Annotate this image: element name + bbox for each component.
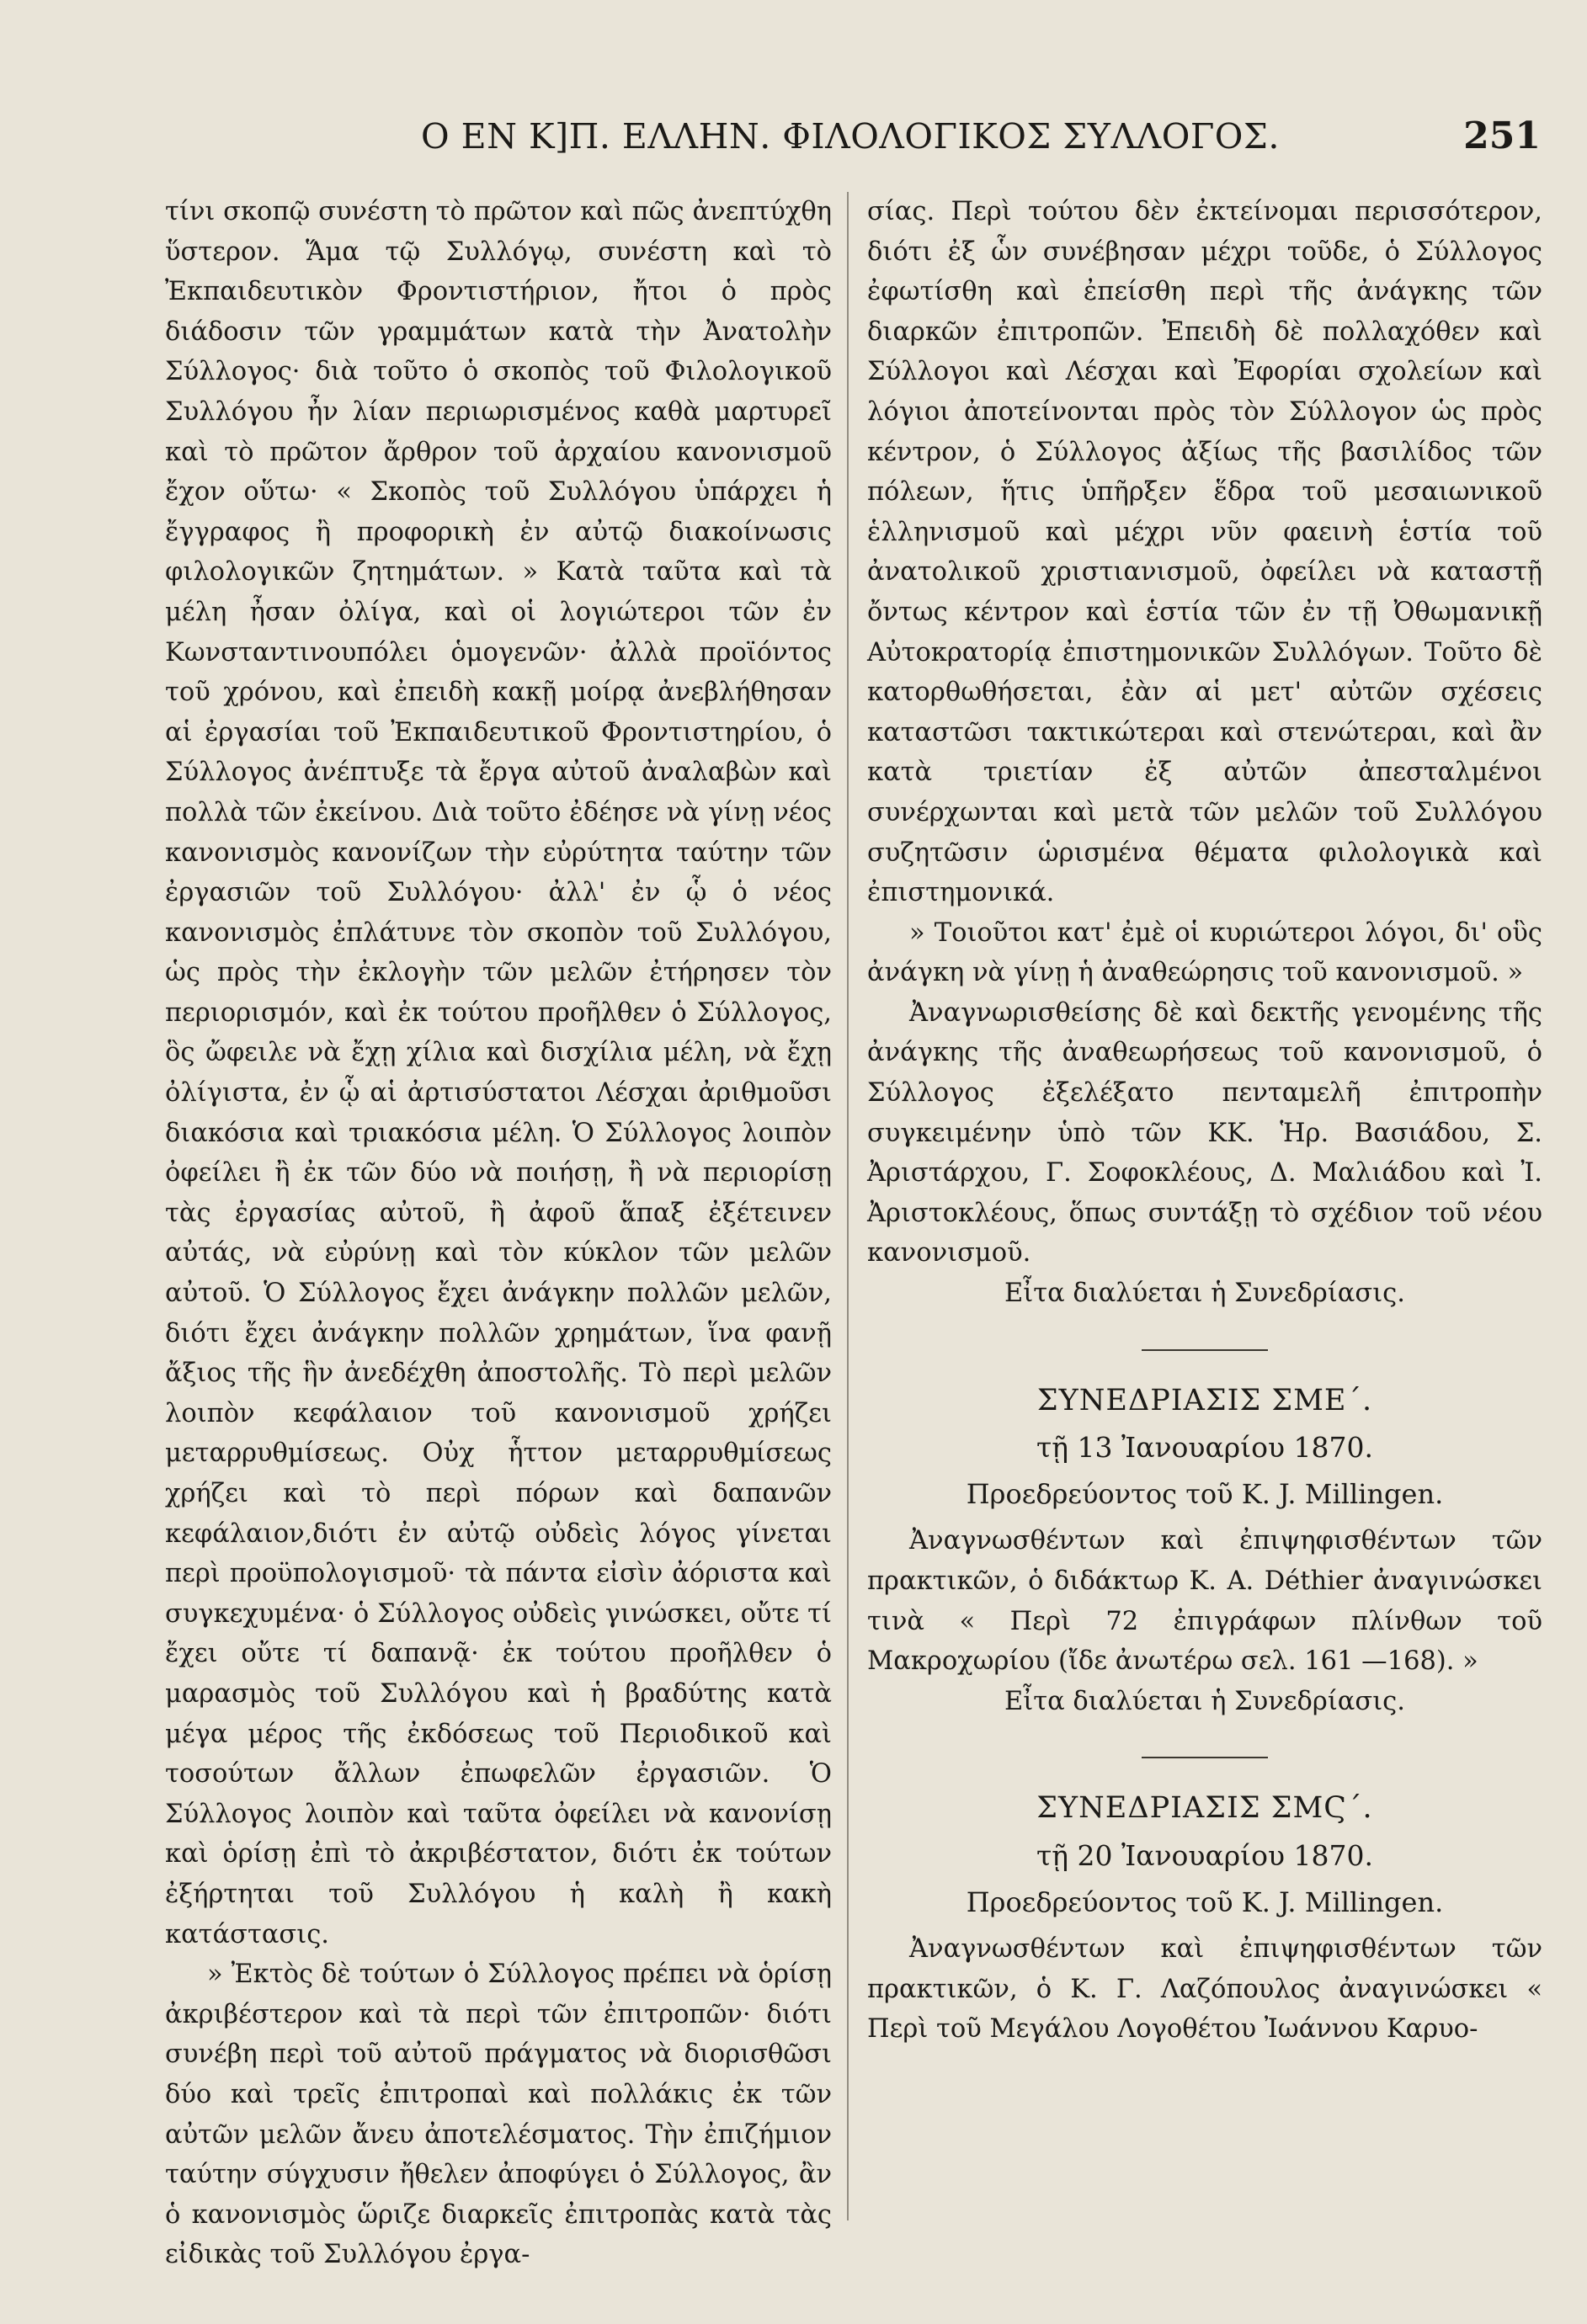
session-block: [867, 1381, 1542, 1722]
session-title: ΣΥΝΕΔΡΙΑΣΙΣ ΣΜϚ΄.: [1036, 1791, 1373, 1826]
session-date: τῇ 20 Ἰανουαρίου 1870.: [1036, 1838, 1373, 1872]
running-head: Ο ΕΝ Κ]Π. ΕΛΛΗΝ. ΦΙΛΟΛΟΓΙΚΟΣ ΣΥΛΛΟΓΟΣ.: [421, 116, 1280, 157]
left-column: [165, 192, 832, 2296]
column-divider: [847, 192, 849, 2220]
session-chair: Προεδρεύοντος τοῦ Κ. J. Millingen.: [966, 1477, 1444, 1510]
body-paragraph: » Τοιοῦτοι κατ' ἐμὲ οἱ κυριώτεροι λόγοι, δι' οὓς ἀνάγκη νὰ γίνῃ ἡ ἀναθεώρησις τοῦ κανονισμοῦ. »: [867, 917, 1542, 988]
session-block: [867, 1789, 1542, 2050]
closing-line: Εἶτα διαλύεται ἡ Συνεδρίασις.: [1004, 1279, 1405, 1309]
body-paragraph: σίας. Περὶ τούτου δὲν ἐκτείνομαι περισσότερον, διότι ἐξ ὧν συνέβησαν μέχρι τοῦδε, ὁ Σύλλογος ἐφωτίσθη καὶ ἐπείσθη περὶ τῆς ἀνάγκης τῶν διαρκῶν ἐπιτροπῶν. Ἐπειδὴ δὲ πολλαχόθεν καὶ Σύλλογοι καὶ Λέσχαι καὶ Ἐφορίαι σχολείων καὶ λόγιοι ἀποτείνονται πρὸς τὸν Σύλλογον ὡς πρὸς κέντρον, ὁ Σύλλογος ἀξίως τῆς βασιλίδος τῶν πόλεων, ἥτις ὑπῆρξεν ἕδρα τοῦ μεσαιωνικοῦ ἑλληνισμοῦ καὶ μέχρι νῦν φαεινὴ ἑστία τοῦ ἀνατολικοῦ χριστιανισμοῦ, ὀφείλει νὰ καταστῇ ὄντως κέντρον καὶ ἑστία τῶν ἐν τῇ Ὀθωμανικῇ Αὐτοκρατορίᾳ ἐπιστημονικῶν Συλλόγων. Τοῦτο δὲ κατορθωθήσεται, ἐὰν αἱ μετ' αὐτῶν σχέσεις καταστῶσι τακτικώτεραι καὶ στενώτεραι, καὶ ἂν κατὰ τριετίαν ἐξ αὐτῶν ἀπεσταλμένοι συνέρχωνται καὶ μετὰ τῶν μελῶν τοῦ Συλλόγου συζητῶσιν ὡρισμένα θέματα φιλολογικὰ καὶ ἐπιστημονικά.: [867, 197, 1542, 908]
right-column: [867, 192, 1542, 2296]
session-date: τῇ 13 Ἰανουαρίου 1870.: [1036, 1431, 1373, 1465]
page-header: [160, 108, 1541, 175]
body-paragraph: » Ἐκτὸς δὲ τούτων ὁ Σύλλογος πρέπει νὰ ὁρίσῃ ἀκριβέστερον καὶ τὰ περὶ τῶν ἐπιτροπῶν· διότι συνέβη περὶ τοῦ αὐτοῦ πράγματος νὰ διορισθῶσι δύο καὶ τρεῖς ἐπιτροπαὶ καὶ πολλάκις ἐκ τῶν αὐτῶν μελῶν ἄνευ ἀποτελέσματος. Τὴν ἐπιζήμιον ταύτην σύγχυσιν ἤθελεν ἀποφύγει ὁ Σύλλογος, ἂν ὁ κανονισμὸς ὥριζε διαρκεῖς ἐπιτροπὰς κατὰ τὰς εἰδικὰς τοῦ Συλλόγου ἐργα-: [165, 1960, 832, 2270]
session-chair: Προεδρεύοντος τοῦ Κ. J. Millingen.: [966, 1885, 1444, 1918]
page-number: 251: [1463, 114, 1541, 157]
closing-line: Εἶτα διαλύεται ἡ Συνεδρίασις.: [1004, 1686, 1405, 1716]
section-separator: [1142, 1757, 1268, 1758]
session-title: ΣΥΝΕΔΡΙΑΣΙΣ ΣΜΕ΄.: [1036, 1383, 1373, 1417]
session-body: Ἀναγνωσθέντων καὶ ἐπιψηφισθέντων τῶν πρακτικῶν, ὁ διδάκτωρ Κ. A. Déthier ἀναγινώσκει τινὰ « Περὶ 72 ἐπιγράφων πλίνθων τοῦ Μακροχωρίου (ἴδε ἀνωτέρω σελ. 161 —168). »: [867, 1526, 1542, 1677]
section-separator: [1142, 1349, 1268, 1351]
body-paragraph: Ἀναγνωρισθείσης δὲ καὶ δεκτῆς γενομένης τῆς ἀνάγκης τῆς ἀναθεωρήσεως τοῦ κανονισμοῦ, ὁ Σύλλογος ἐξελέξατο πενταμελῆ ἐπιτροπὴν συγκειμένην ὑπὸ τῶν ΚΚ. Ἡρ. Βασιάδου, Σ. Ἀριστάρχου, Γ. Σοφοκλέους, Δ. Μαλιάδου καὶ Ἰ. Ἀριστοκλέους, ὅπως συντάξῃ τὸ σχέδιον τοῦ νέου κανονισμοῦ.: [867, 997, 1542, 1268]
session-body: Ἀναγνωσθέντων καὶ ἐπιψηφισθέντων τῶν πρακτικῶν, ὁ Κ. Γ. Λαζόπουλος ἀναγινώσκει « Περὶ τοῦ Μεγάλου Λογοθέτου Ἰωάννου Καρυο-: [867, 1934, 1542, 2045]
body-paragraph: τίνι σκοπῷ συνέστη τὸ πρῶτον καὶ πῶς ἀνεπτύχθη ὕστερον. Ἅμα τῷ Συλλόγῳ, συνέστη καὶ τὸ Ἐκπαιδευτικὸν Φροντιστήριον, ἤτοι ὁ πρὸς διάδοσιν τῶν γραμμάτων κατὰ τὴν Ἀνατολὴν Σύλλογος· διὰ τοῦτο ὁ σκοπὸς τοῦ Φιλολογικοῦ Συλλόγου ἦν λίαν περιωρισμένος καθὰ μαρτυρεῖ καὶ τὸ πρῶτον ἄρθρον τοῦ ἀρχαίου κανονισμοῦ ἔχον οὕτω· « Σκοπὸς τοῦ Συλλόγου ὑπάρχει ἡ ἔγγραφος ἢ προφορικὴ ἐν αὐτῷ διακοίνωσις φιλολογικῶν ζητημάτων. » Κατὰ ταῦτα καὶ τὰ μέλη ἦσαν ὀλίγα, καὶ οἱ λογιώτεροι τῶν ἐν Κωνσταντινουπόλει ὁμογενῶν· ἀλλὰ προϊόντος τοῦ χρόνου, καὶ ἐπειδὴ κακῇ μοίρᾳ ἀνεβλήθησαν αἱ ἐργασίαι τοῦ Ἐκπαιδευτικοῦ Φροντιστηρίου, ὁ Σύλλογος ἀνέπτυξε τὰ ἔργα αὐτοῦ ἀναλαβὼν καὶ πολλὰ τῶν ἐκείνου. Διὰ τοῦτο ἐδέησε νὰ γίνῃ νέος κανονισμὸς κανονίζων τὴν εὐρύτητα ταύτην τῶν ἐργασιῶν τοῦ Συλλόγου· ἀλλ' ἐν ᾧ ὁ νέος κανονισμὸς ἐπλάτυνε τὸν σκοπὸν τοῦ Συλλόγου, ὡς πρὸς τὴν ἐκλογὴν τῶν μελῶν ἐτήρησεν τὸν περιορισμόν, καὶ ἐκ τούτου προῆλθεν ὁ Σύλλογος, ὃς ὤφειλε νὰ ἔχῃ χίλια καὶ δισχίλια μέλη, νὰ ἔχῃ ὀλίγιστα, ἐν ᾧ αἱ ἀρτισύστατοι Λέσχαι ἀριθμοῦσι διακόσια καὶ τριακόσια μέλη. Ὁ Σύλλογος λοιπὸν ὀφείλει ἢ ἐκ τῶν δύο νὰ ποιήσῃ, ἢ νὰ περιορίσῃ τὰς ἐργασίας αὐτοῦ, ἢ ἀφοῦ ἅπαξ ἐξέτεινεν αὐτάς, νὰ εὐρύνῃ καὶ τὸν κύκλον τῶν μελῶν αὐτοῦ. Ὁ Σύλλογος ἔχει ἀνάγκην πολλῶν μελῶν, διότι ἔχει ἀνάγκην πολλῶν χρημάτων, ἵνα φανῇ ἄξιος τῆς ἣν ἀνεδέχθη ἀποστολῆς. Τὸ περὶ μελῶν λοιπὸν κεφάλαιον τοῦ κανονισμοῦ χρήζει μεταρρυθμίσεως. Οὐχ ἧττον μεταρρυθμίσεως χρήζει καὶ τὸ περὶ πόρων καὶ δαπανῶν κεφάλαιον,διότι ἐν αὐτῷ οὐδεὶς λόγος γίνεται περὶ προϋπολογισμοῦ· τὰ πάντα εἰσὶν ἀόριστα καὶ συγκεχυμένα· ὁ Σύλλογος οὐδεὶς γινώσκει, οὔτε τί ἔχει οὔτε τί δαπανᾷ· ἐκ τούτου προῆλθεν ὁ μαρασμὸς τοῦ Συλλόγου καὶ ἡ βραδύτης κατὰ μέγα μέρος τῆς ἐκδόσεως τοῦ Περιοδικοῦ καὶ τοσούτων ἄλλων ἐπωφελῶν ἐργασιῶν. Ὁ Σύλλογος λοιπὸν καὶ ταῦτα ὀφείλει νὰ κανονίσῃ καὶ ὁρίσῃ ἐπὶ τὸ ἀκριβέστατον, διότι ἐκ τούτων ἐξήρτηται τοῦ Συλλόγου ἡ καλὴ ἢ κακὴ κατάστασις.: [165, 197, 832, 1949]
